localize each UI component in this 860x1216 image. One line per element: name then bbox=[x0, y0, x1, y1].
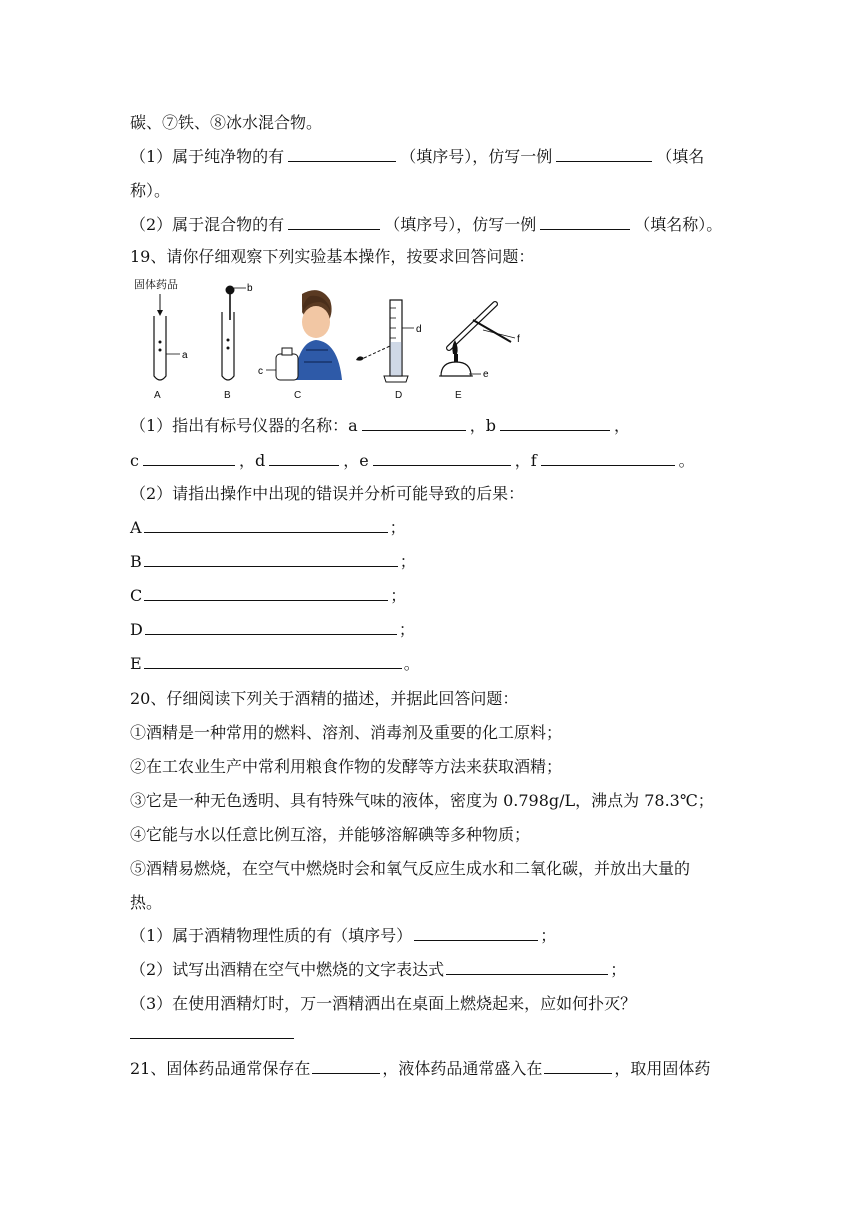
answer-blank[interactable] bbox=[540, 215, 630, 230]
marker-e: e bbox=[483, 369, 489, 380]
q20-item-5: ⑤酒精易燃烧，在空气中燃烧时会和氧气反应生成水和二氧化碳，并放出大量的 bbox=[130, 859, 691, 878]
figure-label-e: E bbox=[455, 390, 462, 401]
answer-blank[interactable] bbox=[145, 620, 397, 635]
figure-label-b: B bbox=[224, 390, 231, 401]
answer-blank[interactable] bbox=[130, 1038, 294, 1039]
marker-f: f bbox=[517, 334, 520, 345]
q19-title: 19、请你仔细观察下列实验基本操作，按要求回答问题： bbox=[130, 247, 535, 266]
q20-part1: （1）属于酒精物理性质的有（填序号） ； bbox=[130, 926, 557, 945]
answer-blank[interactable] bbox=[143, 451, 235, 466]
marker-b: b bbox=[247, 283, 253, 294]
solid-reagent-label: 固体药品 bbox=[134, 279, 178, 291]
figure-label-a: A bbox=[154, 390, 161, 401]
answer-row-b: B ； bbox=[130, 552, 416, 571]
answer-blank[interactable] bbox=[541, 451, 675, 466]
q20-title: 20、仔细阅读下列关于酒精的描述，并据此回答问题： bbox=[130, 689, 519, 708]
figure-d-cylinder-icon bbox=[350, 276, 430, 388]
figure-e-heating-icon bbox=[435, 276, 530, 388]
answer-blank[interactable] bbox=[373, 451, 511, 466]
answer-blank[interactable] bbox=[446, 960, 608, 975]
q19-part1: （1）指出有标号仪器的名称：a ，b ， bbox=[130, 416, 630, 435]
figure-label-c: C bbox=[294, 390, 302, 401]
marker-a: a bbox=[182, 350, 188, 361]
answer-row-e: E 。 bbox=[130, 654, 420, 673]
q19-part1-cont: c ，d ，e ，f 。 bbox=[130, 451, 695, 470]
answer-blank[interactable] bbox=[500, 416, 610, 431]
q20-item-2: ②在工农业生产中常利用粮食作物的发酵等方法来获取酒精； bbox=[130, 757, 563, 776]
answer-row-d: D ； bbox=[130, 620, 415, 639]
answer-blank[interactable] bbox=[144, 552, 398, 567]
answer-blank[interactable] bbox=[556, 147, 652, 162]
answer-blank[interactable] bbox=[144, 586, 388, 601]
figure-b-dropper-icon bbox=[212, 276, 262, 388]
answer-blank[interactable] bbox=[288, 147, 396, 162]
q19-part2: （2）请指出操作中出现的错误并分析可能导致的后果： bbox=[130, 484, 525, 503]
figure-label-d: D bbox=[395, 390, 403, 401]
q20-item-1: ①酒精是一种常用的燃料、溶剂、消毒剂及重要的化工原料； bbox=[130, 723, 563, 742]
answer-blank[interactable] bbox=[312, 1059, 380, 1074]
q18-part2: （2）属于混合物的有 （填序号），仿写一例 （填名称）。 bbox=[130, 215, 723, 234]
answer-blank[interactable] bbox=[362, 416, 466, 431]
figure-a-test-tube-icon bbox=[146, 276, 196, 388]
marker-c: c bbox=[258, 366, 263, 377]
experiment-figure bbox=[130, 276, 530, 406]
answer-blank[interactable] bbox=[414, 926, 538, 941]
q20-item-4: ④它能与水以任意比例互溶，并能够溶解碘等多种物质； bbox=[130, 825, 531, 844]
q21: 21、固体药品通常保存在 ，液体药品通常盛入在 ，取用固体药 bbox=[130, 1059, 711, 1078]
answer-blank[interactable] bbox=[144, 518, 388, 533]
q20-item-3: ③它是一种无色透明、具有特殊气味的液体，密度为 0.798g/L，沸点为 78.3℃； bbox=[130, 791, 714, 810]
answer-blank[interactable] bbox=[288, 215, 380, 230]
marker-d: d bbox=[416, 324, 422, 335]
figure-c-smelling-icon bbox=[258, 276, 344, 388]
q20-item-5-cont: 热。 bbox=[130, 893, 163, 912]
answer-blank[interactable] bbox=[144, 654, 402, 669]
answer-row-a: A ； bbox=[130, 518, 406, 537]
answer-blank[interactable] bbox=[269, 451, 339, 466]
q18-part1-cont: 称）。 bbox=[130, 181, 171, 200]
q20-part2: （2）试写出酒精在空气中燃烧的文字表达式 ； bbox=[130, 960, 627, 979]
q18-options-tail: 碳、⑦铁、⑧冰水混合物。 bbox=[130, 113, 323, 132]
answer-row-c: C ； bbox=[130, 586, 407, 605]
q20-part3: （3）在使用酒精灯时，万一酒精洒出在桌面上燃烧起来，应如何扑灭？ bbox=[130, 994, 637, 1013]
q18-part1: （1）属于纯净物的有 （填序号），仿写一例 （填名 bbox=[130, 147, 705, 166]
answer-blank[interactable] bbox=[544, 1059, 612, 1074]
